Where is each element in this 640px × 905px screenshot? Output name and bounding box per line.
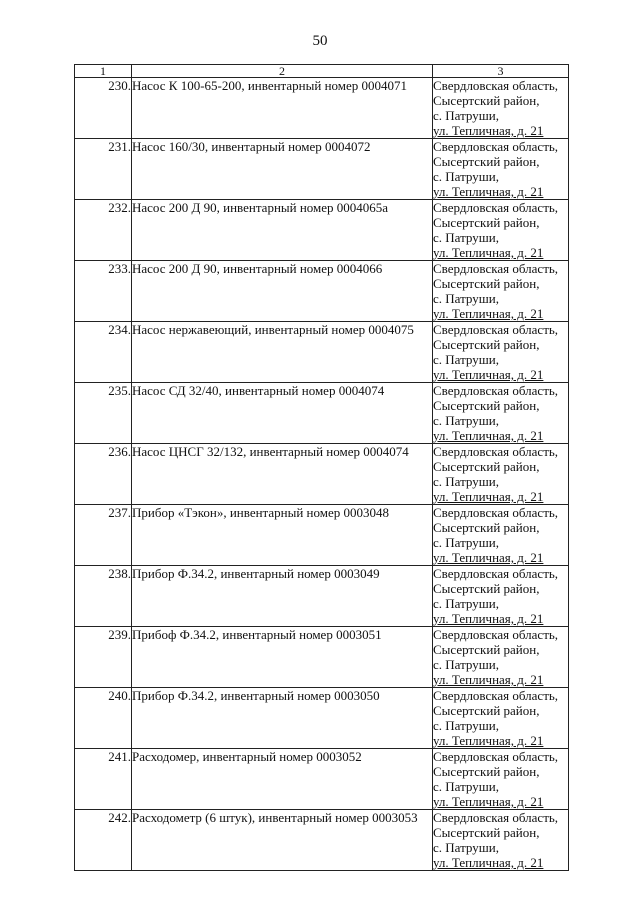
table-row bbox=[75, 139, 569, 200]
row-number: 238. bbox=[75, 566, 132, 627]
row-number: 235. bbox=[75, 383, 132, 444]
table-row bbox=[75, 566, 569, 627]
column-header-1: 1 bbox=[75, 65, 132, 78]
location-line: Свердловская область, bbox=[433, 200, 559, 215]
item-location bbox=[433, 749, 569, 810]
location-line: Свердловская область, bbox=[433, 383, 559, 398]
location-line: Свердловская область, bbox=[433, 505, 559, 520]
location-line: Свердловская область, bbox=[433, 261, 559, 276]
location-line: с. Патруши, bbox=[433, 657, 499, 672]
location-line: ул. Тепличная, д. 21 bbox=[433, 184, 544, 199]
row-number: 232. bbox=[75, 200, 132, 261]
row-number: 242. bbox=[75, 810, 132, 871]
location-line: Свердловская область, bbox=[433, 749, 559, 764]
table-row bbox=[75, 383, 569, 444]
location-line: Сысертский район, bbox=[433, 520, 540, 535]
item-location bbox=[433, 810, 569, 871]
item-location bbox=[433, 261, 569, 322]
item-description: Прибор «Тэкон», инвентарный номер 0003048 bbox=[132, 505, 433, 566]
item-description: Насос СД 32/40, инвентарный номер 0004074 bbox=[132, 383, 433, 444]
item-location bbox=[433, 627, 569, 688]
location-line: с. Патруши, bbox=[433, 352, 499, 367]
location-line: с. Патруши, bbox=[433, 474, 499, 489]
location-line: Свердловская область, bbox=[433, 566, 559, 581]
location-line: Свердловская область, bbox=[433, 78, 559, 93]
location-line: Свердловская область, bbox=[433, 139, 559, 154]
table-row bbox=[75, 200, 569, 261]
item-description: Насос нержавеющий, инвентарный номер 0004075 bbox=[132, 322, 433, 383]
location-line: Сысертский район, bbox=[433, 459, 540, 474]
location-line: Свердловская область, bbox=[433, 627, 559, 642]
location-line: Сысертский район, bbox=[433, 825, 540, 840]
location-line: ул. Тепличная, д. 21 bbox=[433, 123, 544, 138]
item-description: Насос К 100-65-200, инвентарный номер 0004071 bbox=[132, 78, 433, 139]
location-line: Сысертский район, bbox=[433, 93, 540, 108]
location-line: ул. Тепличная, д. 21 bbox=[433, 794, 544, 809]
location-line: ул. Тепличная, д. 21 bbox=[433, 489, 544, 504]
item-location bbox=[433, 322, 569, 383]
item-description: Прибор Ф.34.2, инвентарный номер 0003050 bbox=[132, 688, 433, 749]
item-location bbox=[433, 688, 569, 749]
table-row bbox=[75, 444, 569, 505]
item-description: Насос 160/30, инвентарный номер 0004072 bbox=[132, 139, 433, 200]
location-line: Свердловская область, bbox=[433, 688, 559, 703]
location-line: с. Патруши, bbox=[433, 169, 499, 184]
item-description: Насос 200 Д 90, инвентарный номер 0004065а bbox=[132, 200, 433, 261]
item-location bbox=[433, 505, 569, 566]
column-header-3: 3 bbox=[433, 65, 569, 78]
table-row bbox=[75, 78, 569, 139]
location-line: Сысертский район, bbox=[433, 276, 540, 291]
table-row bbox=[75, 688, 569, 749]
page-number: 50 bbox=[312, 33, 328, 49]
location-line: Сысертский район, bbox=[433, 154, 540, 169]
item-location bbox=[433, 200, 569, 261]
item-description: Насос ЦНСГ 32/132, инвентарный номер 0004074 bbox=[132, 444, 433, 505]
location-line: с. Патруши, bbox=[433, 108, 499, 123]
location-line: с. Патруши, bbox=[433, 840, 499, 855]
location-line: с. Патруши, bbox=[433, 291, 499, 306]
column-header-2: 2 bbox=[132, 65, 433, 78]
item-description: Расходомер, инвентарный номер 0003052 bbox=[132, 749, 433, 810]
table-row bbox=[75, 810, 569, 871]
item-description: Прибоф Ф.34.2, инвентарный номер 0003051 bbox=[132, 627, 433, 688]
row-number: 236. bbox=[75, 444, 132, 505]
row-number: 233. bbox=[75, 261, 132, 322]
property-table bbox=[74, 64, 569, 871]
location-line: Свердловская область, bbox=[433, 810, 559, 825]
row-number: 240. bbox=[75, 688, 132, 749]
location-line: ул. Тепличная, д. 21 bbox=[433, 611, 544, 626]
location-line: Сысертский район, bbox=[433, 764, 540, 779]
location-line: Свердловская область, bbox=[433, 444, 559, 459]
location-line: ул. Тепличная, д. 21 bbox=[433, 367, 544, 382]
item-description: Прибор Ф.34.2, инвентарный номер 0003049 bbox=[132, 566, 433, 627]
table-row bbox=[75, 627, 569, 688]
location-line: ул. Тепличная, д. 21 bbox=[433, 550, 544, 565]
row-number: 239. bbox=[75, 627, 132, 688]
item-location bbox=[433, 566, 569, 627]
row-number: 237. bbox=[75, 505, 132, 566]
table-row bbox=[75, 261, 569, 322]
location-line: Сысертский район, bbox=[433, 398, 540, 413]
item-location bbox=[433, 383, 569, 444]
item-location bbox=[433, 78, 569, 139]
table-row bbox=[75, 322, 569, 383]
location-line: с. Патруши, bbox=[433, 779, 499, 794]
location-line: Сысертский район, bbox=[433, 581, 540, 596]
location-line: Сысертский район, bbox=[433, 337, 540, 352]
location-line: с. Патруши, bbox=[433, 413, 499, 428]
row-number: 231. bbox=[75, 139, 132, 200]
location-line: с. Патруши, bbox=[433, 230, 499, 245]
location-line: ул. Тепличная, д. 21 bbox=[433, 672, 544, 687]
location-line: ул. Тепличная, д. 21 bbox=[433, 733, 544, 748]
table-row bbox=[75, 505, 569, 566]
row-number: 234. bbox=[75, 322, 132, 383]
location-line: Сысертский район, bbox=[433, 703, 540, 718]
location-line: ул. Тепличная, д. 21 bbox=[433, 428, 544, 443]
location-line: Сысертский район, bbox=[433, 215, 540, 230]
location-line: ул. Тепличная, д. 21 bbox=[433, 855, 544, 870]
row-number: 241. bbox=[75, 749, 132, 810]
item-description: Насос 200 Д 90, инвентарный номер 0004066 bbox=[132, 261, 433, 322]
location-line: с. Патруши, bbox=[433, 718, 499, 733]
table-row bbox=[75, 749, 569, 810]
location-line: Свердловская область, bbox=[433, 322, 559, 337]
item-description: Расходометр (6 штук), инвентарный номер 0003053 bbox=[132, 810, 433, 871]
item-location bbox=[433, 444, 569, 505]
row-number: 230. bbox=[75, 78, 132, 139]
location-line: ул. Тепличная, д. 21 bbox=[433, 245, 544, 260]
location-line: ул. Тепличная, д. 21 bbox=[433, 306, 544, 321]
location-line: Сысертский район, bbox=[433, 642, 540, 657]
column-header-row bbox=[75, 65, 569, 78]
item-location bbox=[433, 139, 569, 200]
location-line: с. Патруши, bbox=[433, 535, 499, 550]
location-line: с. Патруши, bbox=[433, 596, 499, 611]
